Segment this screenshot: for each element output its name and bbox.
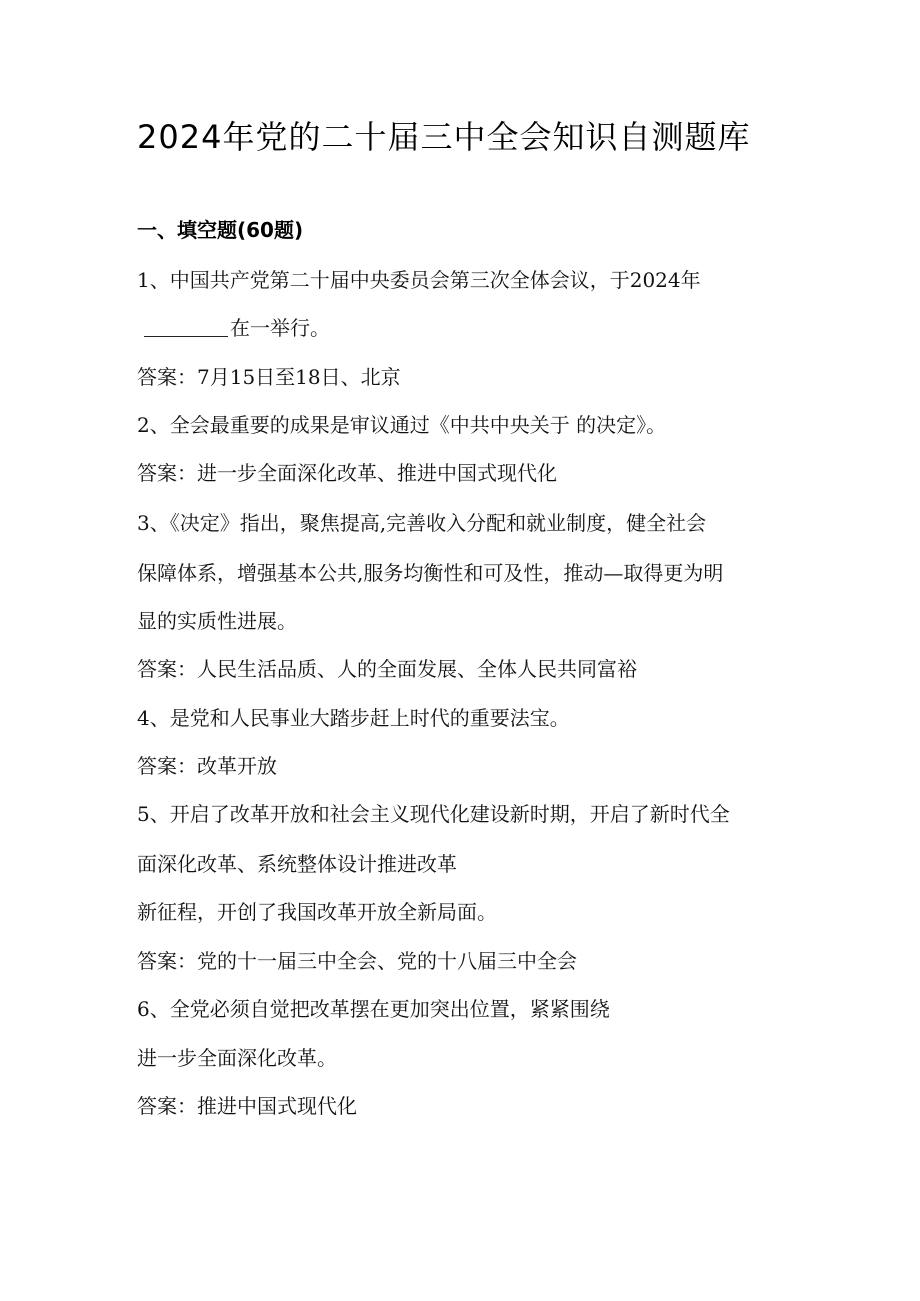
question-3-line-2: 保障体系，增强基本公共,服务均衡性和可及性，推动—取得更为明 [137,561,724,585]
question-3-line-3: 显的实质性进展。 [137,609,297,633]
answer-2: 答案：进一步全面深化改革、推进中国式现代化 [137,461,557,485]
answer-1: 答案：7月15日至18日、北京 [137,365,401,389]
answer-5: 答案：党的十一届三中全会、党的十八届三中全会 [137,949,577,973]
question-6-line-1: 6、全党必须自觉把改革摆在更加突出位置，紧紧围绕 [137,997,610,1021]
fill-in-blank [144,314,228,337]
question-1-line-1: 1、中国共产党第二十届中央委员会第三次全体会议，于2024年 [137,268,701,292]
section-heading: 一、填空题(60题) [137,218,304,242]
answer-6: 答案：推进中国式现代化 [137,1094,357,1118]
answer-4: 答案：改革开放 [137,754,277,778]
answer-3: 答案：人民生活品质、人的全面发展、全体人民共同富裕 [137,657,637,681]
question-1-line-2-text: 在一举行。 [230,316,330,340]
question-6-line-2: 进一步全面深化改革。 [137,1046,337,1070]
question-4: 4、是党和人民事业大踏步赶上时代的重要法宝。 [137,706,570,730]
question-5-line-1: 5、开启了改革开放和社会主义现代化建设新时期，开启了新时代全 [137,802,730,826]
question-3-line-1: 3、《决定》指出，聚焦提高,完善收入分配和就业制度，健全社会 [137,511,707,535]
question-5-line-3: 新征程，开创了我国改革开放全新局面。 [137,900,497,924]
question-2: 2、全会最重要的成果是审议通过《中共中央关于 的决定》。 [137,413,667,437]
question-5-line-2: 面深化改革、系统整体设计推进改革 [137,852,457,876]
page-title: 2024年党的二十届三中全会知识自测题库 [137,118,751,156]
question-1-line-2 [144,312,330,344]
